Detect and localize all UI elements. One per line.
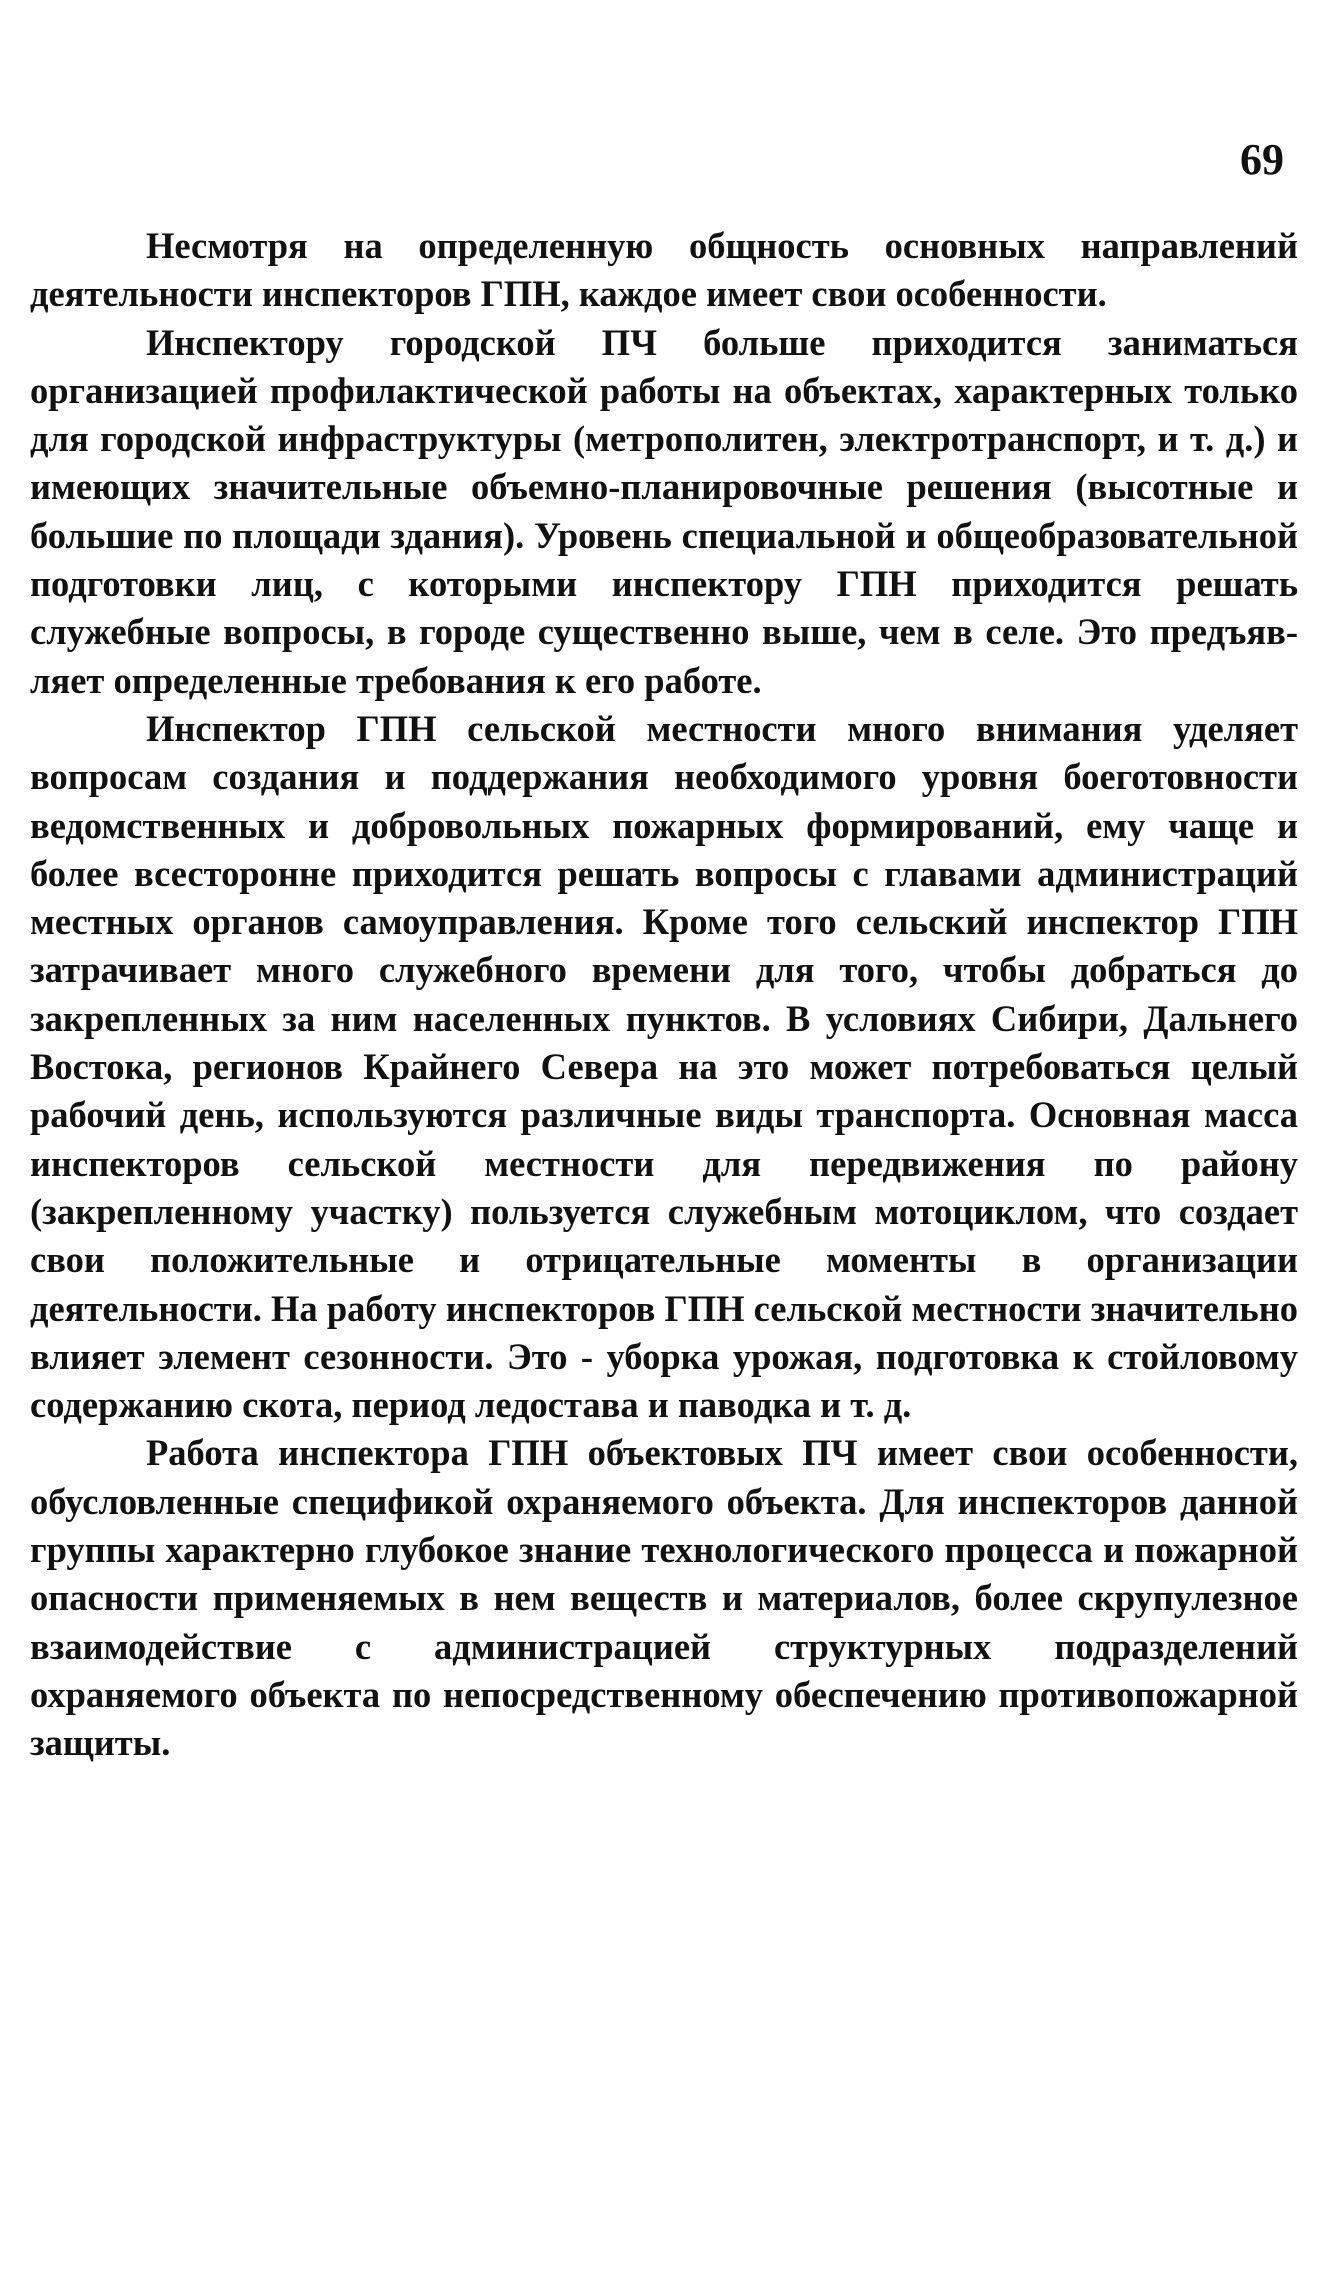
body-text [30,222,1298,1768]
paragraph-4: Работа инспектора ГПН объектовых ПЧ имеет свои особенности, обусловленные спецификой охраняемого объекта. Для инспекторов данной группы характерно глубокое знание технологического процесса и пожарной опасности применяемых в нем веществ и материалов, более скрупулезное взаимодействие с администрацией структурных подразделений охраняемого объекта по непосредственному обеспечению противопожарной защиты. [30,1432,1298,1764]
paragraph-2: Инспектору городской ПЧ больше приходится заниматься организацией профилактической работы на объектах, характерных только для городской инфраструктуры (метрополитен, электротранспорт, и т. д.) и имеющих значительные объемно-планировочные решения (высотные и большие по площади здания). Уровень специальной и общеобразовательной подготовки лиц, с которыми инспектору ГПН приходится решать служебные вопросы, в городе существенно выше, чем в селе. Это предъявляет определенные требования к его работе. [30,321,1298,701]
page-number: 69 [1240,135,1284,184]
paragraph-3: Инспектор ГПН сельской местности много внимания уделяет вопросам создания и поддержания необходимого уровня боеготовности ведомственных и добровольных пожарных формирований, ему чаще и более всесторонне приходится решать вопросы с главами администраций местных органов самоуправления. Кроме того сельский инспектор ГПН затрачивает много служебного времени для того, чтобы добраться до закрепленных за ним населенных пунктов. В условиях Сибири, Дальнего Востока, регионов Крайнего Севера на это может потребоваться целый рабочий день, используются различные виды транспорта. Основная масса инспекторов сельской местности для передвижения по району (закрепленному участку) пользуется служебным мотоциклом, что создает свои положительные и отрицательные моменты в организации деятельности. На работу инспекторов ГПН сельской местности значительно влияет элемент сезонности. Это - уборка урожая, подготовка к стойловому содержанию скота, период ледостава и паводка и т. д. [30,707,1298,1426]
paragraph-1: Несмотря на определенную общность основных направлений деятельности инспекторов ГПН, каждое имеет свои особенности. [30,225,1298,315]
